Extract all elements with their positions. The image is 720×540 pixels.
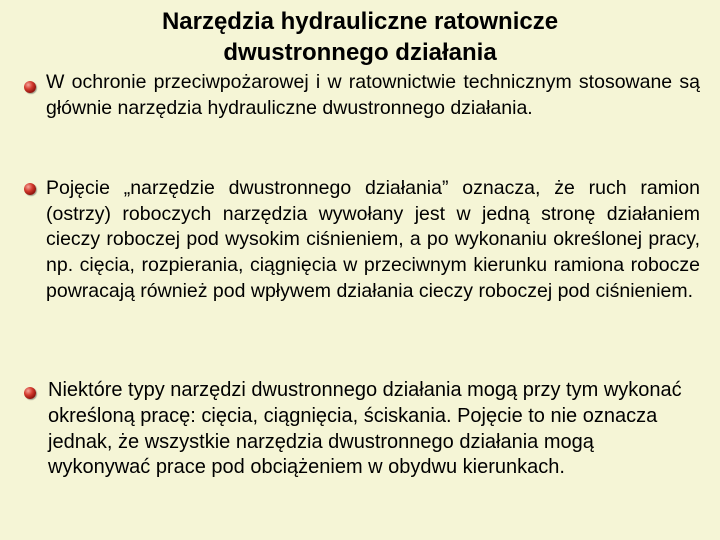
title-line-2: dwustronnego działania [223, 39, 497, 66]
bullet-text-1: W ochronie przeciwpożarowej i w ratownictwie technicznym stosowane są głównie narzędzia hydrauliczne dwustronnego działania. [46, 71, 700, 119]
slide-title [60, 6, 660, 68]
bullet-text-2: Pojęcie „narzędzie dwustronnego działania” oznacza, że ruch ramion (ostrzy) roboczych narzędzia wywołany jest w jedną stronę działaniem cieczy roboczej pod wysokim ciśnieniem, a po wykonaniu określonej pracy, np. cięcia, rozpierania, ciągnięcia w przeciwnym kierunku ramiona robocze powracają również pod wpływem działania cieczy roboczej pod ciśnieniem. [46, 177, 700, 302]
bullet-text-3: Niektóre typy narzędzi dwustronnego działania mogą przy tym wykonać określoną pracę: cięcia, ciągnięcia, ściskania. Pojęcie to nie oznacza jednak, że wszystkie narzędzia dwustronnego działania mogą wykonywać prace pod obciążeniem w obydwu kierunkach. [48, 379, 682, 479]
title-line-1: Narzędzia hydrauliczne ratownicze [161, 8, 559, 35]
bullet-item-1 [24, 70, 700, 160]
red-sphere-bullet-icon [24, 183, 36, 195]
bullet-item-2 [24, 176, 700, 366]
bullet-item-3 [24, 378, 700, 528]
red-sphere-bullet-icon [24, 387, 36, 399]
red-sphere-bullet-icon [24, 81, 36, 93]
